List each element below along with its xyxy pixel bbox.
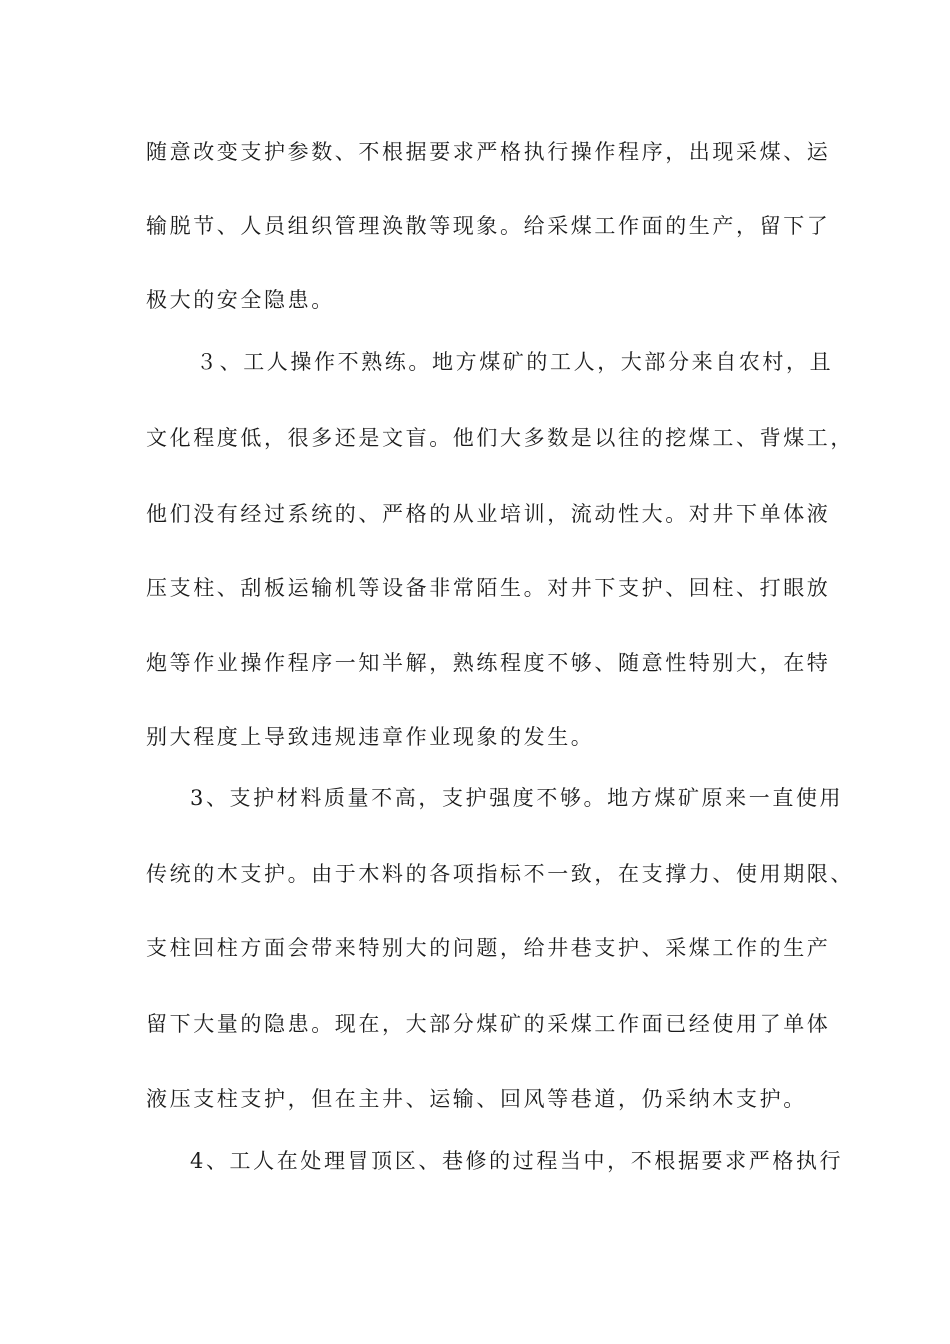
paragraph-start-line: ３、工人操作不熟练。地方煤矿的工人，大部分来自农村，且 <box>196 350 834 374</box>
text-line: 别大程度上导致违规违章作业现象的发生。 <box>146 725 595 749</box>
text-line: 传统的木支护。由于木料的各项指标不一致，在支撑力、使用期限、 <box>146 862 854 886</box>
text-line: 炮等作业操作程序一知半解，熟练程度不够、随意性特别大，在特 <box>146 651 831 675</box>
text-line: 输脱节、人员组织管理涣散等现象。给采煤工作面的生产，留下了 <box>146 214 831 238</box>
text-line: 支柱回柱方面会带来特别大的问题，给井巷支护、采煤工作的生产 <box>146 936 831 960</box>
text-line: 文化程度低，很多还是文盲。他们大多数是以往的挖煤工、背煤工， <box>146 426 854 450</box>
paragraph-start-line: 4、工人在处理冒顶区、巷修的过程当中，不根据要求严格执行 <box>190 1149 844 1173</box>
text-line: 压支柱、刮板运输机等设备非常陌生。对井下支护、回柱、打眼放 <box>146 576 831 600</box>
text-line: 留下大量的隐患。现在，大部分煤矿的采煤工作面已经使用了单体 <box>146 1012 831 1036</box>
text-line: 液压支柱支护，但在主井、运输、回风等巷道，仍采纳木支护。 <box>146 1087 807 1111</box>
paragraph-start-line: 3、支护材料质量不高，支护强度不够。地方煤矿原来一直使用 <box>190 786 844 810</box>
text-line: 极大的安全隐患。 <box>146 288 335 312</box>
text-line: 他们没有经过系统的、严格的从业培训，流动性大。对井下单体液 <box>146 502 831 526</box>
text-line: 随意改变支护参数、不根据要求严格执行操作程序，出现采煤、运 <box>146 140 831 164</box>
